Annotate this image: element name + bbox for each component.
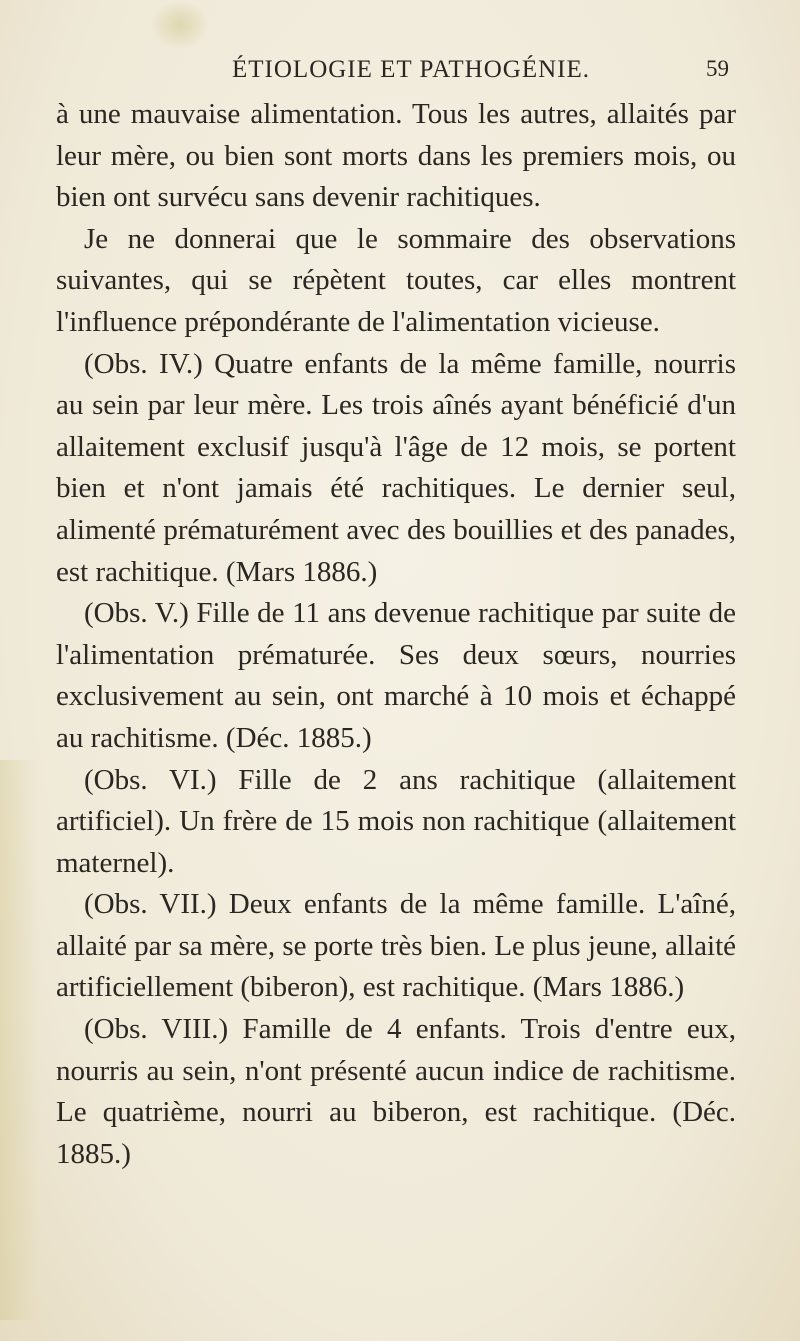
running-head (0, 56, 800, 96)
observation-vi: (Obs. VI.) Fille de 2 ans rachitique (allaitement artificiel). Un frère de 15 mois non rachitique (allaitement maternel). (56, 763, 736, 879)
paper-edge-stain (0, 760, 40, 1320)
page-number: 59 (706, 56, 729, 81)
paragraph-continuation: à une mauvaise alimentation. Tous les autres, allaités par leur mère, ou bien sont morts dans les premiers mois, ou bien ont survécu sans devenir rachitiques. (56, 98, 736, 214)
paragraph-intro: Je ne donnerai que le sommaire des observations suivantes, qui se répètent toutes, car elles montrent l'influence prépondérante de l'alimentation vicieuse. (56, 222, 736, 338)
observation-vii: (Obs. VII.) Deux enfants de la même famille. L'aîné, allaité par sa mère, se porte très bien. Le plus jeune, allaité artificiellement (biberon), est rachitique. (Mars 1886.) (56, 888, 736, 1004)
paper-stain (150, 0, 210, 50)
body-text (56, 94, 736, 1175)
observation-viii: (Obs. VIII.) Famille de 4 enfants. Trois d'entre eux, nourris au sein, n'ont présenté aucun indice de rachitisme. Le quatrième, nourri au biberon, est rachitique. (Déc. 1885.) (56, 1013, 736, 1170)
running-head-title: ÉTIOLOGIE ET PATHOGÉNIE. (232, 56, 590, 83)
observation-iv: (Obs. IV.) Quatre enfants de la même famille, nourris au sein par leur mère. Les trois aînés ayant bénéficié d'un allaitement exclusif jusqu'à l'âge de 12 mois, se portent bien et n'ont jamais été rachitiques. Le dernier seul, alimenté prématurément avec des bouillies et des panades, est rachitique. (Mars 1886.) (56, 347, 736, 588)
observation-v: (Obs. V.) Fille de 11 ans devenue rachitique par suite de l'alimentation prématurée. Ses deux sœurs, nourries exclusivement au sein, ont marché à 10 mois et échappé au rachitisme. (Déc. 1885.) (56, 597, 736, 754)
